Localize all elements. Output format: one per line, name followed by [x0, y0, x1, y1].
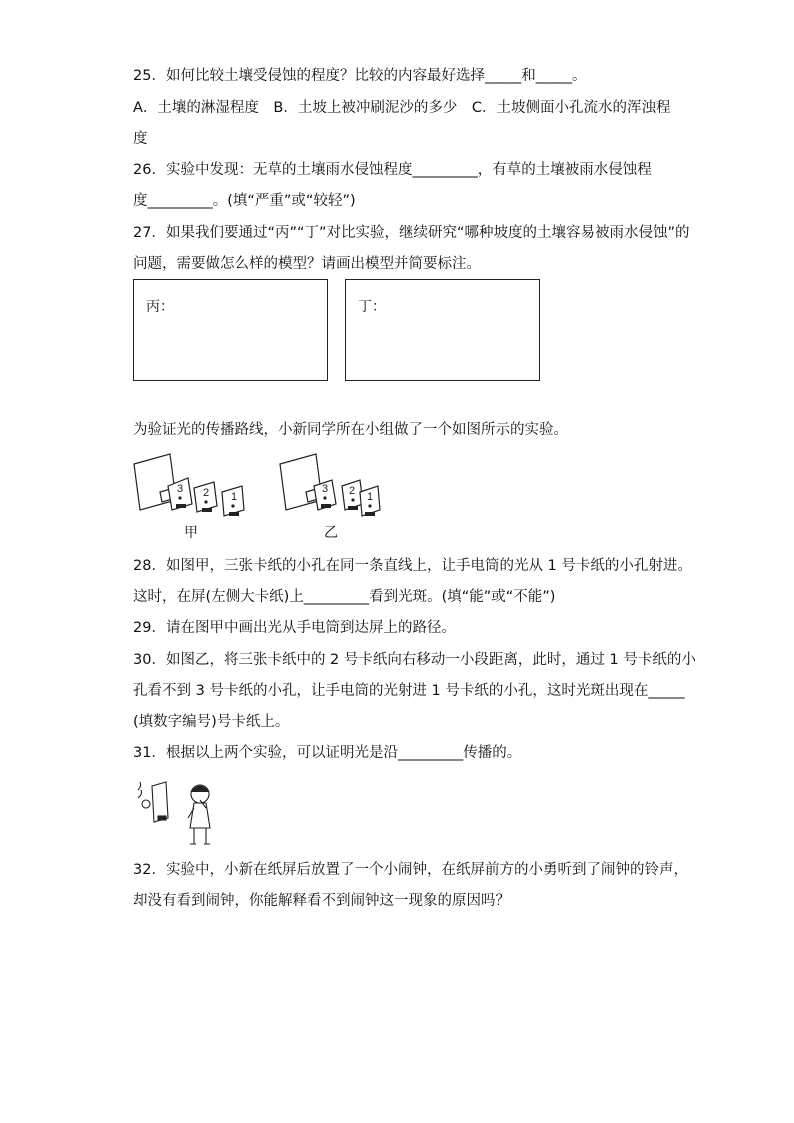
q30-line1: 30．如图乙，将三张卡纸中的 2 号卡纸向右移动一小段距离，此时，通过 1 号卡纸的小	[133, 652, 696, 668]
pinhole	[231, 504, 234, 507]
q26-line2: 度_________。(填“严重”或“较轻”)	[133, 193, 356, 209]
q30-line2: 孔看不到 3 号卡纸的小孔，让手电筒的光射进 1 号卡纸的小孔，这时光斑出现在_____	[133, 683, 685, 699]
alarm-clock-icon	[142, 800, 150, 808]
box-label-ding: 丁：	[358, 299, 386, 315]
pinhole	[204, 500, 207, 503]
screen-card	[280, 454, 322, 510]
pinhole	[351, 498, 354, 501]
q30-line3: (填数字编号)号卡纸上。	[133, 714, 290, 730]
pinhole	[178, 496, 181, 499]
boy-body	[190, 803, 210, 828]
figure-jia	[130, 452, 250, 518]
card3-number: 3	[322, 483, 329, 495]
q32-line1: 32．实验中，小新在纸屏后放置了一个小闹钟，在纸屏前方的小勇听到了闹钟的铃声，	[133, 862, 688, 878]
q32-line2: 却没有看到闹钟，你能解释看不到闹钟这一现象的原因吗？	[133, 893, 510, 909]
q25-options: A．土壤的淋湿程度 B．土坡上被冲刷泥沙的多少 C．土坡侧面小孔流水的浑浊程	[133, 100, 671, 116]
card2-number: 2	[203, 487, 210, 499]
drawing-box-ding[interactable]	[345, 279, 540, 381]
q28-line1: 28．如图甲，三张卡纸的小孔在同一条直线上，让手电筒的光从 1 号卡纸的小孔射进。	[133, 558, 692, 574]
light-intro: 为验证光的传播路线，小新同学所在小组做了一个如图所示的实验。	[133, 422, 568, 438]
q27-line1: 27．如果我们要通过“丙”“丁”对比实验，继续研究“哪种坡度的土壤容易被雨水侵蚀”的	[133, 225, 690, 241]
alarm-boy-figure	[134, 778, 224, 848]
drawing-box-bing[interactable]	[133, 279, 328, 381]
card3-number: 3	[177, 483, 184, 495]
q31-line1: 31．根据以上两个实验，可以证明光是沿_________传播的。	[133, 745, 522, 761]
q25-line1: 25．如何比较土壤受侵蚀的程度？比较的内容最好选择_____和_____。	[133, 68, 587, 84]
figure-yi	[276, 452, 386, 518]
sound-wave-icon	[138, 782, 141, 790]
card1-number: 1	[231, 491, 238, 503]
q29-line1: 29．请在图甲中画出光从手电筒到达屏上的路径。	[133, 620, 456, 636]
figure-yi-caption: 乙	[324, 525, 338, 541]
card1-number: 1	[367, 491, 374, 503]
pinhole	[368, 504, 371, 507]
box-label-bing: 丙：	[146, 299, 174, 315]
q28-line2: 这时，在屏(左侧大卡纸)上_________看到光斑。(填“能”或“不能”)	[133, 589, 556, 605]
pinhole	[323, 496, 326, 499]
q25-line3: 度	[133, 131, 148, 147]
figure-jia-caption: 甲	[184, 525, 198, 541]
q26-line1: 26．实验中发现：无草的土壤雨水侵蚀程度_________，有草的土壤被雨水侵蚀程	[133, 162, 652, 178]
screen-card	[134, 454, 176, 510]
q27-line2: 问题，需要做怎么样的模型？请画出模型并简要标注。	[133, 256, 481, 272]
card2-number: 2	[349, 485, 356, 497]
